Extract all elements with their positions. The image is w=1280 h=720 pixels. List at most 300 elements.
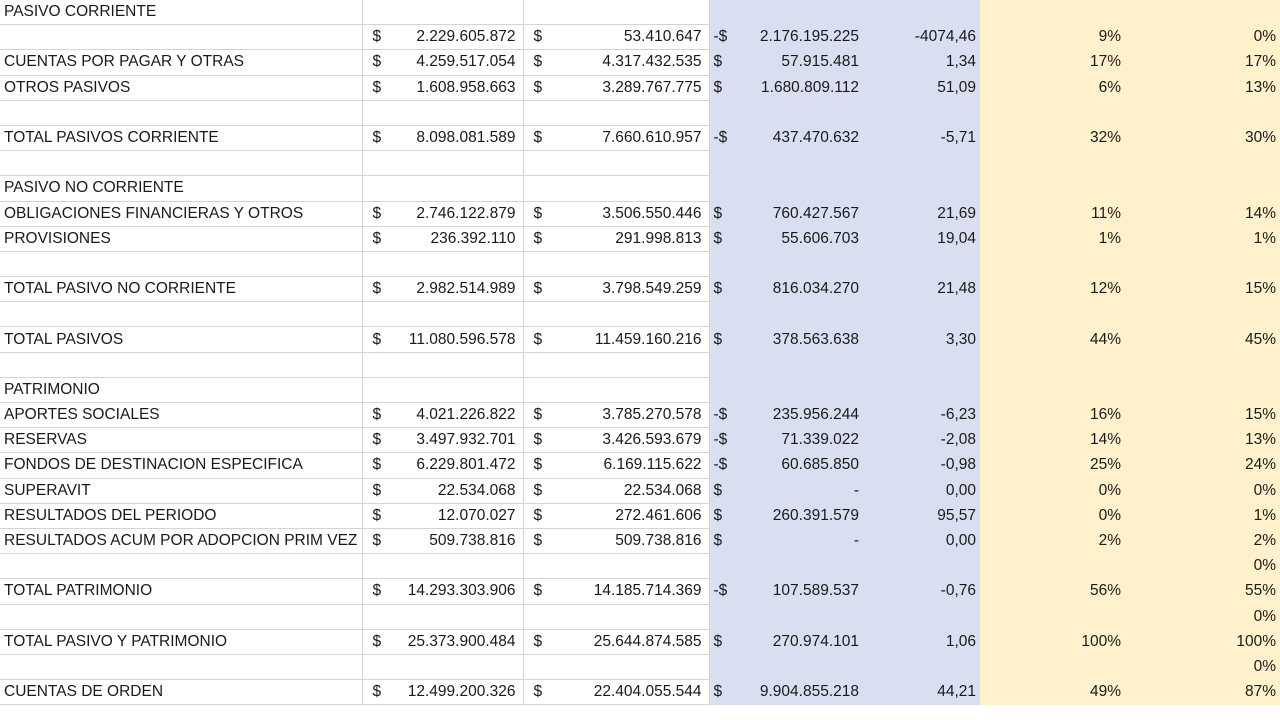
currency-cell-year1[interactable]: $ [362, 528, 396, 553]
value-cell-variation[interactable]: 57.915.481 [741, 50, 863, 75]
currency-cell-year1[interactable]: $ [362, 50, 396, 75]
currency-cell-variation[interactable] [709, 654, 741, 679]
percent-cell-year2[interactable]: 17% [1125, 50, 1280, 75]
percent-cell-year2[interactable]: 87% [1125, 680, 1280, 705]
table-row [0, 151, 1280, 176]
row-label-cell[interactable]: APORTES SOCIALES [0, 403, 362, 428]
value-cell-variation[interactable]: 760.427.567 [741, 201, 863, 226]
row-label-cell[interactable]: PASIVO NO CORRIENTE [0, 176, 362, 201]
value-cell-variation[interactable]: - [741, 478, 863, 503]
value-cell-year1[interactable] [396, 176, 523, 201]
percent-cell-year2[interactable] [1125, 151, 1280, 176]
percent-cell-year2[interactable] [1125, 176, 1280, 201]
ratio-cell-variation[interactable]: -6,23 [863, 403, 980, 428]
percent-cell-year2[interactable] [1125, 302, 1280, 327]
row-label-cell[interactable]: TOTAL PASIVO NO CORRIENTE [0, 277, 362, 302]
value-cell-variation[interactable]: 1.680.809.112 [741, 75, 863, 100]
currency-cell-variation[interactable]: $ [709, 226, 741, 251]
currency-cell-variation[interactable] [709, 352, 741, 377]
row-label-cell[interactable] [0, 302, 362, 327]
currency-cell-year1[interactable] [362, 251, 396, 276]
value-cell-year1[interactable]: 14.293.303.906 [396, 579, 523, 604]
value-cell-variation[interactable] [741, 352, 863, 377]
ratio-cell-variation[interactable]: -0,76 [863, 579, 980, 604]
percent-cell-year1[interactable] [980, 0, 1125, 25]
currency-cell-year2[interactable]: $ [523, 428, 557, 453]
currency-cell-year1[interactable] [362, 176, 396, 201]
value-cell-variation[interactable]: 378.563.638 [741, 327, 863, 352]
currency-cell-year2[interactable] [523, 654, 557, 679]
value-cell-year2[interactable] [557, 151, 709, 176]
value-cell-year2[interactable]: 3.289.767.775 [557, 75, 709, 100]
value-cell-year2[interactable]: 14.185.714.369 [557, 579, 709, 604]
row-label-cell[interactable]: RESULTADOS ACUM POR ADOPCION PRIM VEZ [0, 528, 362, 553]
table-row [0, 478, 1280, 503]
currency-cell-variation[interactable]: -$ [709, 453, 741, 478]
table-row [0, 654, 1280, 679]
ratio-cell-variation[interactable] [863, 554, 980, 579]
percent-cell-year2[interactable]: 45% [1125, 327, 1280, 352]
percent-cell-year1[interactable] [980, 251, 1125, 276]
currency-cell-year2[interactable]: $ [523, 680, 557, 705]
currency-cell-variation[interactable] [709, 302, 741, 327]
percent-cell-year2[interactable]: 55% [1125, 579, 1280, 604]
value-cell-year2[interactable]: 3.785.270.578 [557, 403, 709, 428]
currency-cell-year2[interactable] [523, 151, 557, 176]
percent-cell-year1[interactable]: 49% [980, 680, 1125, 705]
currency-cell-year2[interactable]: $ [523, 327, 557, 352]
value-cell-year2[interactable]: 6.169.115.622 [557, 453, 709, 478]
value-cell-variation[interactable]: 9.904.855.218 [741, 680, 863, 705]
value-cell-variation[interactable]: 2.176.195.225 [741, 25, 863, 50]
currency-cell-year1[interactable]: $ [362, 680, 396, 705]
table-row [0, 0, 1280, 25]
value-cell-variation[interactable] [741, 151, 863, 176]
ratio-cell-variation[interactable] [863, 176, 980, 201]
value-cell-variation[interactable]: 55.606.703 [741, 226, 863, 251]
currency-cell-variation[interactable] [709, 377, 741, 402]
currency-cell-year2[interactable]: $ [523, 201, 557, 226]
value-cell-year1[interactable] [396, 100, 523, 125]
row-label-cell[interactable] [0, 25, 362, 50]
value-cell-year1[interactable]: 25.373.900.484 [396, 629, 523, 654]
currency-cell-year1[interactable]: $ [362, 277, 396, 302]
currency-cell-year2[interactable]: $ [523, 579, 557, 604]
value-cell-year2[interactable]: 22.404.055.544 [557, 680, 709, 705]
value-cell-year2[interactable]: 25.644.874.585 [557, 629, 709, 654]
row-label-cell[interactable]: TOTAL PASIVO Y PATRIMONIO [0, 629, 362, 654]
ratio-cell-variation[interactable]: 44,21 [863, 680, 980, 705]
currency-cell-year1[interactable]: $ [362, 25, 396, 50]
percent-cell-year2[interactable]: 15% [1125, 277, 1280, 302]
value-cell-year1[interactable]: 2.229.605.872 [396, 25, 523, 50]
currency-cell-year2[interactable] [523, 176, 557, 201]
percent-cell-year1[interactable]: 16% [980, 403, 1125, 428]
row-label-cell[interactable]: TOTAL PASIVOS CORRIENTE [0, 125, 362, 150]
percent-cell-year1[interactable] [980, 176, 1125, 201]
table-row [0, 176, 1280, 201]
ratio-cell-variation[interactable]: 3,30 [863, 327, 980, 352]
value-cell-variation[interactable] [741, 554, 863, 579]
ratio-cell-variation[interactable]: 95,57 [863, 503, 980, 528]
value-cell-year2[interactable]: 7.660.610.957 [557, 125, 709, 150]
ratio-cell-variation[interactable]: 0,00 [863, 478, 980, 503]
value-cell-variation[interactable]: 260.391.579 [741, 503, 863, 528]
percent-cell-year1[interactable]: 14% [980, 428, 1125, 453]
percent-cell-year1[interactable]: 0% [980, 503, 1125, 528]
value-cell-year2[interactable]: 509.738.816 [557, 528, 709, 553]
ratio-cell-variation[interactable]: 21,48 [863, 277, 980, 302]
currency-cell-variation[interactable]: $ [709, 680, 741, 705]
percent-cell-year2[interactable]: 24% [1125, 453, 1280, 478]
currency-cell-variation[interactable]: -$ [709, 428, 741, 453]
value-cell-variation[interactable] [741, 604, 863, 629]
ratio-cell-variation[interactable] [863, 151, 980, 176]
currency-cell-variation[interactable]: $ [709, 201, 741, 226]
percent-cell-year1[interactable]: 12% [980, 277, 1125, 302]
currency-cell-year1[interactable]: $ [362, 403, 396, 428]
percent-cell-year1[interactable] [980, 654, 1125, 679]
currency-cell-variation[interactable]: -$ [709, 579, 741, 604]
currency-cell-year1[interactable]: $ [362, 629, 396, 654]
table-row [0, 50, 1280, 75]
percent-cell-year2[interactable]: 13% [1125, 75, 1280, 100]
ratio-cell-variation[interactable]: 0,00 [863, 528, 980, 553]
row-label-cell[interactable]: CUENTAS DE ORDEN [0, 680, 362, 705]
percent-cell-year2[interactable] [1125, 251, 1280, 276]
value-cell-year2[interactable]: 291.998.813 [557, 226, 709, 251]
row-label-cell[interactable] [0, 352, 362, 377]
value-cell-year1[interactable]: 4.021.226.822 [396, 403, 523, 428]
percent-cell-year2[interactable]: 2% [1125, 528, 1280, 553]
value-cell-variation[interactable] [741, 377, 863, 402]
percent-cell-year1[interactable]: 32% [980, 125, 1125, 150]
value-cell-year1[interactable] [396, 554, 523, 579]
value-cell-year1[interactable] [396, 302, 523, 327]
percent-cell-year1[interactable]: 44% [980, 327, 1125, 352]
currency-cell-year2[interactable] [523, 352, 557, 377]
percent-cell-year1[interactable] [980, 100, 1125, 125]
value-cell-year2[interactable] [557, 377, 709, 402]
ratio-cell-variation[interactable]: 1,34 [863, 50, 980, 75]
percent-cell-year2[interactable]: 0% [1125, 604, 1280, 629]
currency-cell-year1[interactable]: $ [362, 478, 396, 503]
value-cell-year2[interactable]: 11.459.160.216 [557, 327, 709, 352]
value-cell-variation[interactable]: 71.339.022 [741, 428, 863, 453]
currency-cell-year1[interactable]: $ [362, 327, 396, 352]
row-label-cell[interactable]: CUENTAS POR PAGAR Y OTRAS [0, 50, 362, 75]
currency-cell-variation[interactable]: -$ [709, 403, 741, 428]
percent-cell-year2[interactable]: 0% [1125, 478, 1280, 503]
currency-cell-variation[interactable]: $ [709, 327, 741, 352]
currency-cell-year1[interactable]: $ [362, 125, 396, 150]
percent-cell-year2[interactable]: 13% [1125, 428, 1280, 453]
currency-cell-year2[interactable]: $ [523, 478, 557, 503]
value-cell-year1[interactable] [396, 151, 523, 176]
currency-cell-variation[interactable] [709, 604, 741, 629]
value-cell-year1[interactable]: 236.392.110 [396, 226, 523, 251]
currency-cell-year2[interactable] [523, 0, 557, 25]
percent-cell-year2[interactable]: 15% [1125, 403, 1280, 428]
currency-cell-variation[interactable]: $ [709, 629, 741, 654]
currency-cell-year2[interactable] [523, 377, 557, 402]
ratio-cell-variation[interactable]: -0,98 [863, 453, 980, 478]
currency-cell-variation[interactable] [709, 176, 741, 201]
currency-cell-year1[interactable]: $ [362, 579, 396, 604]
percent-cell-year1[interactable] [980, 302, 1125, 327]
currency-cell-year2[interactable]: $ [523, 629, 557, 654]
currency-cell-year2[interactable]: $ [523, 50, 557, 75]
value-cell-year1[interactable]: 1.608.958.663 [396, 75, 523, 100]
row-label-cell[interactable]: FONDOS DE DESTINACION ESPECIFICA [0, 453, 362, 478]
value-cell-year1[interactable] [396, 654, 523, 679]
currency-cell-year1[interactable] [362, 604, 396, 629]
currency-cell-variation[interactable]: $ [709, 277, 741, 302]
value-cell-variation[interactable] [741, 0, 863, 25]
row-label-cell[interactable]: RESERVAS [0, 428, 362, 453]
currency-cell-year1[interactable] [362, 0, 396, 25]
currency-cell-year2[interactable]: $ [523, 503, 557, 528]
percent-cell-year1[interactable]: 6% [980, 75, 1125, 100]
value-cell-year2[interactable]: 4.317.432.535 [557, 50, 709, 75]
currency-cell-year2[interactable]: $ [523, 75, 557, 100]
currency-cell-year2[interactable]: $ [523, 277, 557, 302]
percent-cell-year1[interactable] [980, 352, 1125, 377]
value-cell-variation[interactable]: - [741, 528, 863, 553]
value-cell-year1[interactable] [396, 251, 523, 276]
value-cell-year1[interactable]: 11.080.596.578 [396, 327, 523, 352]
value-cell-year2[interactable] [557, 100, 709, 125]
table-row [0, 453, 1280, 478]
value-cell-year2[interactable] [557, 0, 709, 25]
table-row [0, 377, 1280, 402]
table-row [0, 680, 1280, 705]
percent-cell-year2[interactable] [1125, 352, 1280, 377]
value-cell-year1[interactable] [396, 377, 523, 402]
percent-cell-year2[interactable]: 1% [1125, 226, 1280, 251]
value-cell-year1[interactable]: 8.098.081.589 [396, 125, 523, 150]
value-cell-year1[interactable]: 4.259.517.054 [396, 50, 523, 75]
percent-cell-year2[interactable]: 100% [1125, 629, 1280, 654]
row-label-cell[interactable] [0, 251, 362, 276]
percent-cell-year2[interactable] [1125, 0, 1280, 25]
row-label-cell[interactable]: TOTAL PATRIMONIO [0, 579, 362, 604]
value-cell-year1[interactable]: 6.229.801.472 [396, 453, 523, 478]
currency-cell-year2[interactable]: $ [523, 226, 557, 251]
value-cell-year2[interactable] [557, 176, 709, 201]
value-cell-year2[interactable] [557, 352, 709, 377]
percent-cell-year1[interactable]: 17% [980, 50, 1125, 75]
table-row [0, 528, 1280, 553]
percent-cell-year2[interactable]: 0% [1125, 25, 1280, 50]
currency-cell-year2[interactable]: $ [523, 125, 557, 150]
ratio-cell-variation[interactable] [863, 100, 980, 125]
currency-cell-variation[interactable] [709, 0, 741, 25]
value-cell-variation[interactable]: 270.974.101 [741, 629, 863, 654]
row-label-cell[interactable] [0, 554, 362, 579]
currency-cell-year2[interactable] [523, 100, 557, 125]
value-cell-variation[interactable] [741, 302, 863, 327]
value-cell-year1[interactable] [396, 604, 523, 629]
value-cell-year1[interactable]: 3.497.932.701 [396, 428, 523, 453]
value-cell-variation[interactable]: 816.034.270 [741, 277, 863, 302]
row-label-cell[interactable]: PATRIMONIO [0, 377, 362, 402]
currency-cell-variation[interactable] [709, 151, 741, 176]
currency-cell-year1[interactable]: $ [362, 226, 396, 251]
table-row [0, 604, 1280, 629]
currency-cell-variation[interactable]: $ [709, 50, 741, 75]
ratio-cell-variation[interactable]: -5,71 [863, 125, 980, 150]
value-cell-year2[interactable] [557, 554, 709, 579]
currency-cell-variation[interactable]: -$ [709, 25, 741, 50]
table-row [0, 277, 1280, 302]
table-row [0, 226, 1280, 251]
value-cell-year2[interactable]: 3.798.549.259 [557, 277, 709, 302]
currency-cell-year1[interactable] [362, 654, 396, 679]
currency-cell-year1[interactable]: $ [362, 201, 396, 226]
currency-cell-year1[interactable]: $ [362, 75, 396, 100]
table-row [0, 75, 1280, 100]
value-cell-year2[interactable] [557, 604, 709, 629]
currency-cell-year2[interactable] [523, 302, 557, 327]
value-cell-year1[interactable]: 12.070.027 [396, 503, 523, 528]
row-label-cell[interactable] [0, 151, 362, 176]
currency-cell-year1[interactable] [362, 151, 396, 176]
currency-cell-year2[interactable] [523, 251, 557, 276]
row-label-cell[interactable]: OBLIGACIONES FINANCIERAS Y OTROS [0, 201, 362, 226]
row-label-cell[interactable] [0, 654, 362, 679]
percent-cell-year1[interactable]: 9% [980, 25, 1125, 50]
currency-cell-year2[interactable]: $ [523, 403, 557, 428]
currency-cell-year2[interactable]: $ [523, 25, 557, 50]
ratio-cell-variation[interactable] [863, 251, 980, 276]
value-cell-variation[interactable] [741, 176, 863, 201]
value-cell-year2[interactable]: 3.506.550.446 [557, 201, 709, 226]
percent-cell-year1[interactable] [980, 604, 1125, 629]
ratio-cell-variation[interactable] [863, 352, 980, 377]
currency-cell-year2[interactable]: $ [523, 453, 557, 478]
value-cell-year2[interactable] [557, 302, 709, 327]
value-cell-year1[interactable] [396, 352, 523, 377]
percent-cell-year2[interactable]: 14% [1125, 201, 1280, 226]
value-cell-year2[interactable]: 272.461.606 [557, 503, 709, 528]
currency-cell-year1[interactable]: $ [362, 503, 396, 528]
percent-cell-year1[interactable]: 2% [980, 528, 1125, 553]
currency-cell-variation[interactable]: $ [709, 503, 741, 528]
table-row [0, 25, 1280, 50]
row-label-cell[interactable]: PROVISIONES [0, 226, 362, 251]
currency-cell-variation[interactable]: $ [709, 528, 741, 553]
value-cell-variation[interactable] [741, 100, 863, 125]
ratio-cell-variation[interactable] [863, 654, 980, 679]
value-cell-year1[interactable]: 22.534.068 [396, 478, 523, 503]
value-cell-year1[interactable]: 2.746.122.879 [396, 201, 523, 226]
value-cell-variation[interactable]: 107.589.537 [741, 579, 863, 604]
percent-cell-year2[interactable]: 0% [1125, 554, 1280, 579]
value-cell-variation[interactable] [741, 654, 863, 679]
ratio-cell-variation[interactable]: 1,06 [863, 629, 980, 654]
ratio-cell-variation[interactable]: 19,04 [863, 226, 980, 251]
ratio-cell-variation[interactable]: -4074,46 [863, 25, 980, 50]
value-cell-year1[interactable]: 12.499.200.326 [396, 680, 523, 705]
row-label-cell[interactable]: RESULTADOS DEL PERIODO [0, 503, 362, 528]
value-cell-year1[interactable]: 509.738.816 [396, 528, 523, 553]
table-row [0, 629, 1280, 654]
currency-cell-year1[interactable] [362, 302, 396, 327]
currency-cell-variation[interactable]: -$ [709, 125, 741, 150]
currency-cell-year1[interactable] [362, 554, 396, 579]
currency-cell-year1[interactable]: $ [362, 428, 396, 453]
value-cell-year2[interactable] [557, 251, 709, 276]
currency-cell-variation[interactable]: $ [709, 478, 741, 503]
currency-cell-year2[interactable]: $ [523, 528, 557, 553]
row-label-cell[interactable]: SUPERAVIT [0, 478, 362, 503]
percent-cell-year2[interactable]: 0% [1125, 654, 1280, 679]
table-row [0, 579, 1280, 604]
currency-cell-year1[interactable] [362, 100, 396, 125]
percent-cell-year2[interactable] [1125, 100, 1280, 125]
row-label-cell[interactable] [0, 100, 362, 125]
value-cell-year2[interactable] [557, 654, 709, 679]
percent-cell-year2[interactable]: 30% [1125, 125, 1280, 150]
row-label-cell[interactable]: PASIVO CORRIENTE [0, 0, 362, 25]
ratio-cell-variation[interactable]: -2,08 [863, 428, 980, 453]
currency-cell-variation[interactable] [709, 100, 741, 125]
row-label-cell[interactable] [0, 604, 362, 629]
percent-cell-year1[interactable]: 56% [980, 579, 1125, 604]
ratio-cell-variation[interactable] [863, 0, 980, 25]
percent-cell-year1[interactable] [980, 377, 1125, 402]
value-cell-variation[interactable]: 60.685.850 [741, 453, 863, 478]
value-cell-year1[interactable] [396, 0, 523, 25]
value-cell-variation[interactable]: 437.470.632 [741, 125, 863, 150]
ratio-cell-variation[interactable] [863, 377, 980, 402]
row-label-cell[interactable]: TOTAL PASIVOS [0, 327, 362, 352]
ratio-cell-variation[interactable] [863, 604, 980, 629]
percent-cell-year2[interactable] [1125, 377, 1280, 402]
currency-cell-variation[interactable]: $ [709, 75, 741, 100]
percent-cell-year1[interactable] [980, 554, 1125, 579]
value-cell-year2[interactable]: 22.534.068 [557, 478, 709, 503]
ratio-cell-variation[interactable] [863, 302, 980, 327]
value-cell-variation[interactable]: 235.956.244 [741, 403, 863, 428]
value-cell-year1[interactable]: 2.982.514.989 [396, 277, 523, 302]
value-cell-year2[interactable]: 3.426.593.679 [557, 428, 709, 453]
currency-cell-year1[interactable]: $ [362, 453, 396, 478]
currency-cell-year1[interactable] [362, 377, 396, 402]
currency-cell-year2[interactable] [523, 604, 557, 629]
percent-cell-year1[interactable]: 11% [980, 201, 1125, 226]
table-row [0, 403, 1280, 428]
currency-cell-year1[interactable] [362, 352, 396, 377]
table-row [0, 352, 1280, 377]
percent-cell-year1[interactable]: 0% [980, 478, 1125, 503]
value-cell-variation[interactable] [741, 251, 863, 276]
currency-cell-variation[interactable] [709, 251, 741, 276]
percent-cell-year1[interactable]: 100% [980, 629, 1125, 654]
ratio-cell-variation[interactable]: 51,09 [863, 75, 980, 100]
currency-cell-variation[interactable] [709, 554, 741, 579]
ratio-cell-variation[interactable]: 21,69 [863, 201, 980, 226]
percent-cell-year1[interactable]: 25% [980, 453, 1125, 478]
percent-cell-year1[interactable]: 1% [980, 226, 1125, 251]
percent-cell-year2[interactable]: 1% [1125, 503, 1280, 528]
percent-cell-year1[interactable] [980, 151, 1125, 176]
currency-cell-year2[interactable] [523, 554, 557, 579]
table-row [0, 503, 1280, 528]
row-label-cell[interactable]: OTROS PASIVOS [0, 75, 362, 100]
value-cell-year2[interactable]: 53.410.647 [557, 25, 709, 50]
